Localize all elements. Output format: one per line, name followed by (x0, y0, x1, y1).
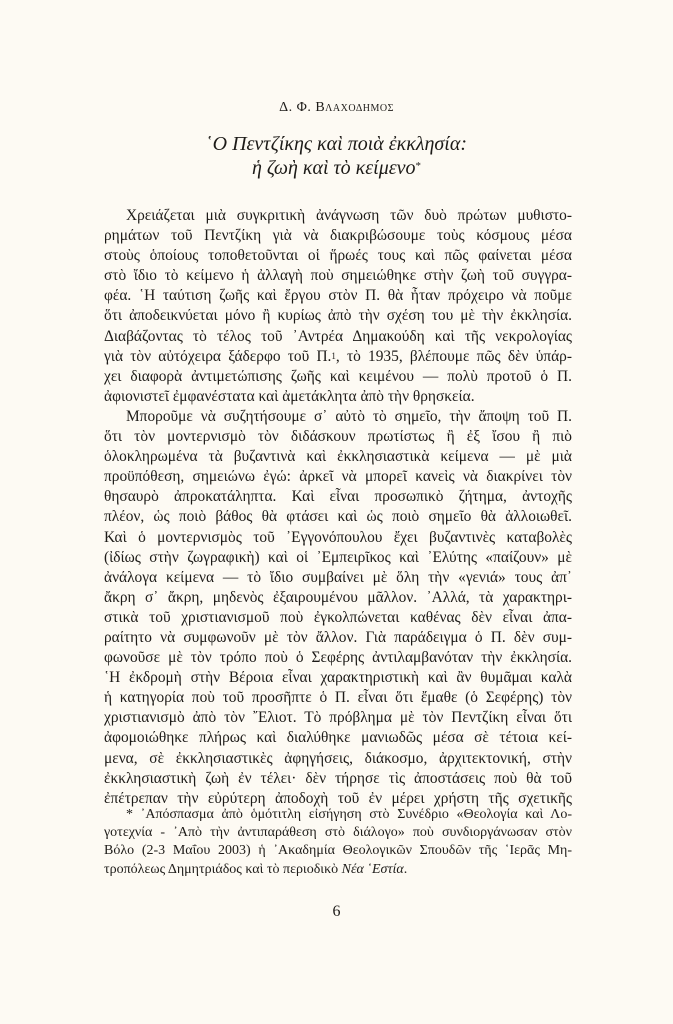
running-head (0, 100, 673, 116)
body-line: Διαβάζοντας τὸ τέλος τοῦ ᾽Αντρέα Δημακούδη καὶ τῆς νεκρολογίας (104, 327, 572, 345)
footnote-reference-1[interactable]: 1 (331, 350, 336, 361)
title-line-1: ῾Ο Πεντζίκης καὶ ποιὰ ἐκκλησία: (205, 133, 468, 155)
body-line: ραίτητο νὰ συμφωνοῦν μὲ τὸν ἄλλον. Γιὰ παράδειγμα ὁ Π. δὲν συμ- (104, 628, 572, 646)
body-line: στὸ ἴδιο τὸ κείμενο ἡ ἀλλαγὴ ποὺ σημειώθηκε στὴν ζωὴ τοῦ συγγρα- (104, 267, 572, 285)
body-line: στικὰ τοῦ χριστιανισμοῦ ποὺ ἐγκολπώνεται καθένας δὲν εἶναι ἀπα- (104, 608, 572, 626)
footnote-line-text: τροπόλεως Δημητριάδος καὶ τὸ περιοδικὸ (104, 861, 342, 877)
body-line: ἄκρη σ᾽ ἄκρη, μηδενὸς ἐξαιρουμένου μᾶλλον. ᾽Αλλά, τὰ χαρακτηρι- (104, 588, 572, 606)
body-line: Χρειάζεται μιὰ συγκριτικὴ ἀνάγνωση τῶν δυὸ πρώτων μυθιστο- (126, 207, 572, 224)
body-line: χριστιανισμὸ ἀπὸ τὸν ῎Ελιοτ. Τὸ πρόβλημα μὲ τὸν Πεντζίκη εἶναι ὅτι (104, 709, 572, 727)
title-line-2 (0, 156, 673, 180)
body-line: ἀνάλογα κείμενα — τὸ ἴδιο συμβαίνει μὲ ὅλη τὴν «γενιά» τους ἀπ᾽ (104, 568, 572, 586)
body-line: ὁλοκληρωμένα τὰ βυζαντινὰ καὶ ἐκκλησιαστικὰ κείμενα — μὲ μιὰ (104, 448, 572, 466)
page-number: 6 (332, 903, 341, 920)
body-line: ρημάτων τοῦ Πεντζίκη γιὰ νὰ διακριβώσουμε τοὺς κόσμους μέσα (104, 227, 572, 245)
body-line: θησαυρὸ ἀπροκατάληπτα. Καὶ εἶναι προσωπικὸ ζήτημα, ἀντοχῆς (104, 488, 572, 506)
body-line: φωνοῦσε μὲ τὸν τρόπο ποὺ ὁ Σεφέρης ἀντιλαμβανόταν τὴν ἐκκλησία. (104, 649, 572, 667)
body-line: μενα, σὲ ἐκκλησιαστικὲς ἀφηγήσεις, διάκοσμο, ἀρχιτεκτονική, στὴν (104, 749, 572, 767)
body-line-head: γιὰ τὸν αὐτόχειρα ξάδερφο τοῦ Π. (104, 347, 332, 365)
body-line: ἐκκλησιαστικὴ ζωὴ ἐν τέλει· δὲν τήρησε τὶς ἀποστάσεις ποὺ θὰ τοῦ (104, 769, 572, 787)
footnote-line: Βόλο (2-3 Μαΐου 2003) ἡ ᾽Ακαδημία Θεολογικῶν Σπουδῶν τῆς ῾Ιερᾶς Μη- (104, 843, 572, 859)
body-line: ῾Η ἐκδρομὴ στὴν Βέροια εἶναι χαρακτηριστικὴ καὶ ἂν θυμᾶμαι καλὰ (104, 669, 572, 687)
body-line: ὅτι τὸν μοντερνισμὸ τὸν διδάσκουν πρωτίστως ἢ ἐξ ἴσου ἢ πιὸ (104, 428, 572, 446)
body-line: ἡ κατηγορία ποὺ τοῦ προσῆπτε ὁ Π. εἶναι ὅτι ἔμαθε (ὁ Σεφέρης) τὸν (104, 689, 572, 707)
footnote-line: * ᾽Απόσπασμα ἀπὸ ὁμότιτλη εἰσήγηση στὸ Συνέδριο «Θεολογία καὶ Λο- (126, 807, 572, 822)
footnote-line-last (104, 861, 572, 879)
author-surname: Βλαχοδημος (315, 100, 394, 115)
body-line: χει διαφορὰ ἀντιμετώπισης ζωῆς καὶ κειμένου — πολὺ προτοῦ ὁ Π. (104, 367, 572, 385)
body-line: Καὶ ὁ μοντερνισμὸς τοῦ ᾽Εγγονόπουλου ἔχει βυζαντινὲς καταβολὲς (104, 528, 572, 546)
chapter-title (0, 132, 673, 180)
footnote (104, 806, 572, 879)
body-line: Μποροῦμε νὰ συζητήσουμε σ᾽ αὐτὸ τὸ σημεῖο, τὴν ἄποψη τοῦ Π. (126, 407, 572, 425)
body-line: φέα. ῾Η ταύτιση ζωῆς καὶ ἔργου στὸν Π. θὰ ἦταν πρόχειρο νὰ ποῦμε (104, 287, 572, 305)
body-line-with-footnote-ref (104, 347, 572, 367)
body-line: (ἰδίως στὴν ζωγραφικὴ) καὶ οἱ ᾽Εμπειρῖκος καὶ ᾽Ελύτης «παίζουν» μὲ (104, 548, 572, 566)
body-line: προϋπόθεση, σημειώνω ἐγώ: ἀρκεῖ νὰ μπορεῖ κανεὶς νὰ διακρίνει τὸν (104, 468, 572, 486)
footnote-line: γοτεχνία - ᾽Απὸ τὴν ἀντιπαράθεση στὸ διάλογο» ποὺ συνδιοργάνωσαν στὸν (104, 825, 572, 841)
body-line: πλέον, ὡς ποιὸ βάθος θὰ φτάσει καὶ ὡς ποιὸ σημεῖο θὰ ἀλλοιωθεῖ. (104, 508, 572, 526)
author-initials: Δ. Φ. (279, 100, 312, 115)
body-line-tail: , τὸ 1935, βλέπουμε πῶς δὲν ὑπάρ- (335, 347, 572, 365)
body-line: ἀφομοιώθηκε πλήρως καὶ διαλύθηκε μανιωδῶς μέσα σὲ τέτοια κεί- (104, 729, 572, 747)
title-line-2-text: ἡ ζωὴ καὶ τὸ κείμενο (251, 157, 416, 179)
body-line: ὅτι ἀποδεικνύεται μόνο ἢ κυρίως ἀπὸ τὴν σχέση του μὲ τὴν ἐκκλησία. (104, 307, 572, 325)
journal-title: Νέα ῾Εστία (341, 861, 404, 877)
footnote-end-punct: . (403, 861, 408, 877)
body-line: ἀφιονιστεῖ ἐμφανέστατα καὶ ἀμετάκλητα ἀπὸ τὴν θρησκεία. (104, 387, 475, 405)
title-footnote-marker: * (415, 160, 422, 172)
body-text (104, 206, 572, 809)
body-line: στοὺς ὁποίους τοποθετοῦνται οἱ ἥρωές τους καὶ πῶς φαίνεται μέσα (104, 247, 572, 265)
body-line: ἐπέτρεπαν τὴν εὐρύτερη ἀποδοχὴ τοῦ ἐν μέρει χρήστη τῆς σχετικῆς (104, 789, 572, 807)
